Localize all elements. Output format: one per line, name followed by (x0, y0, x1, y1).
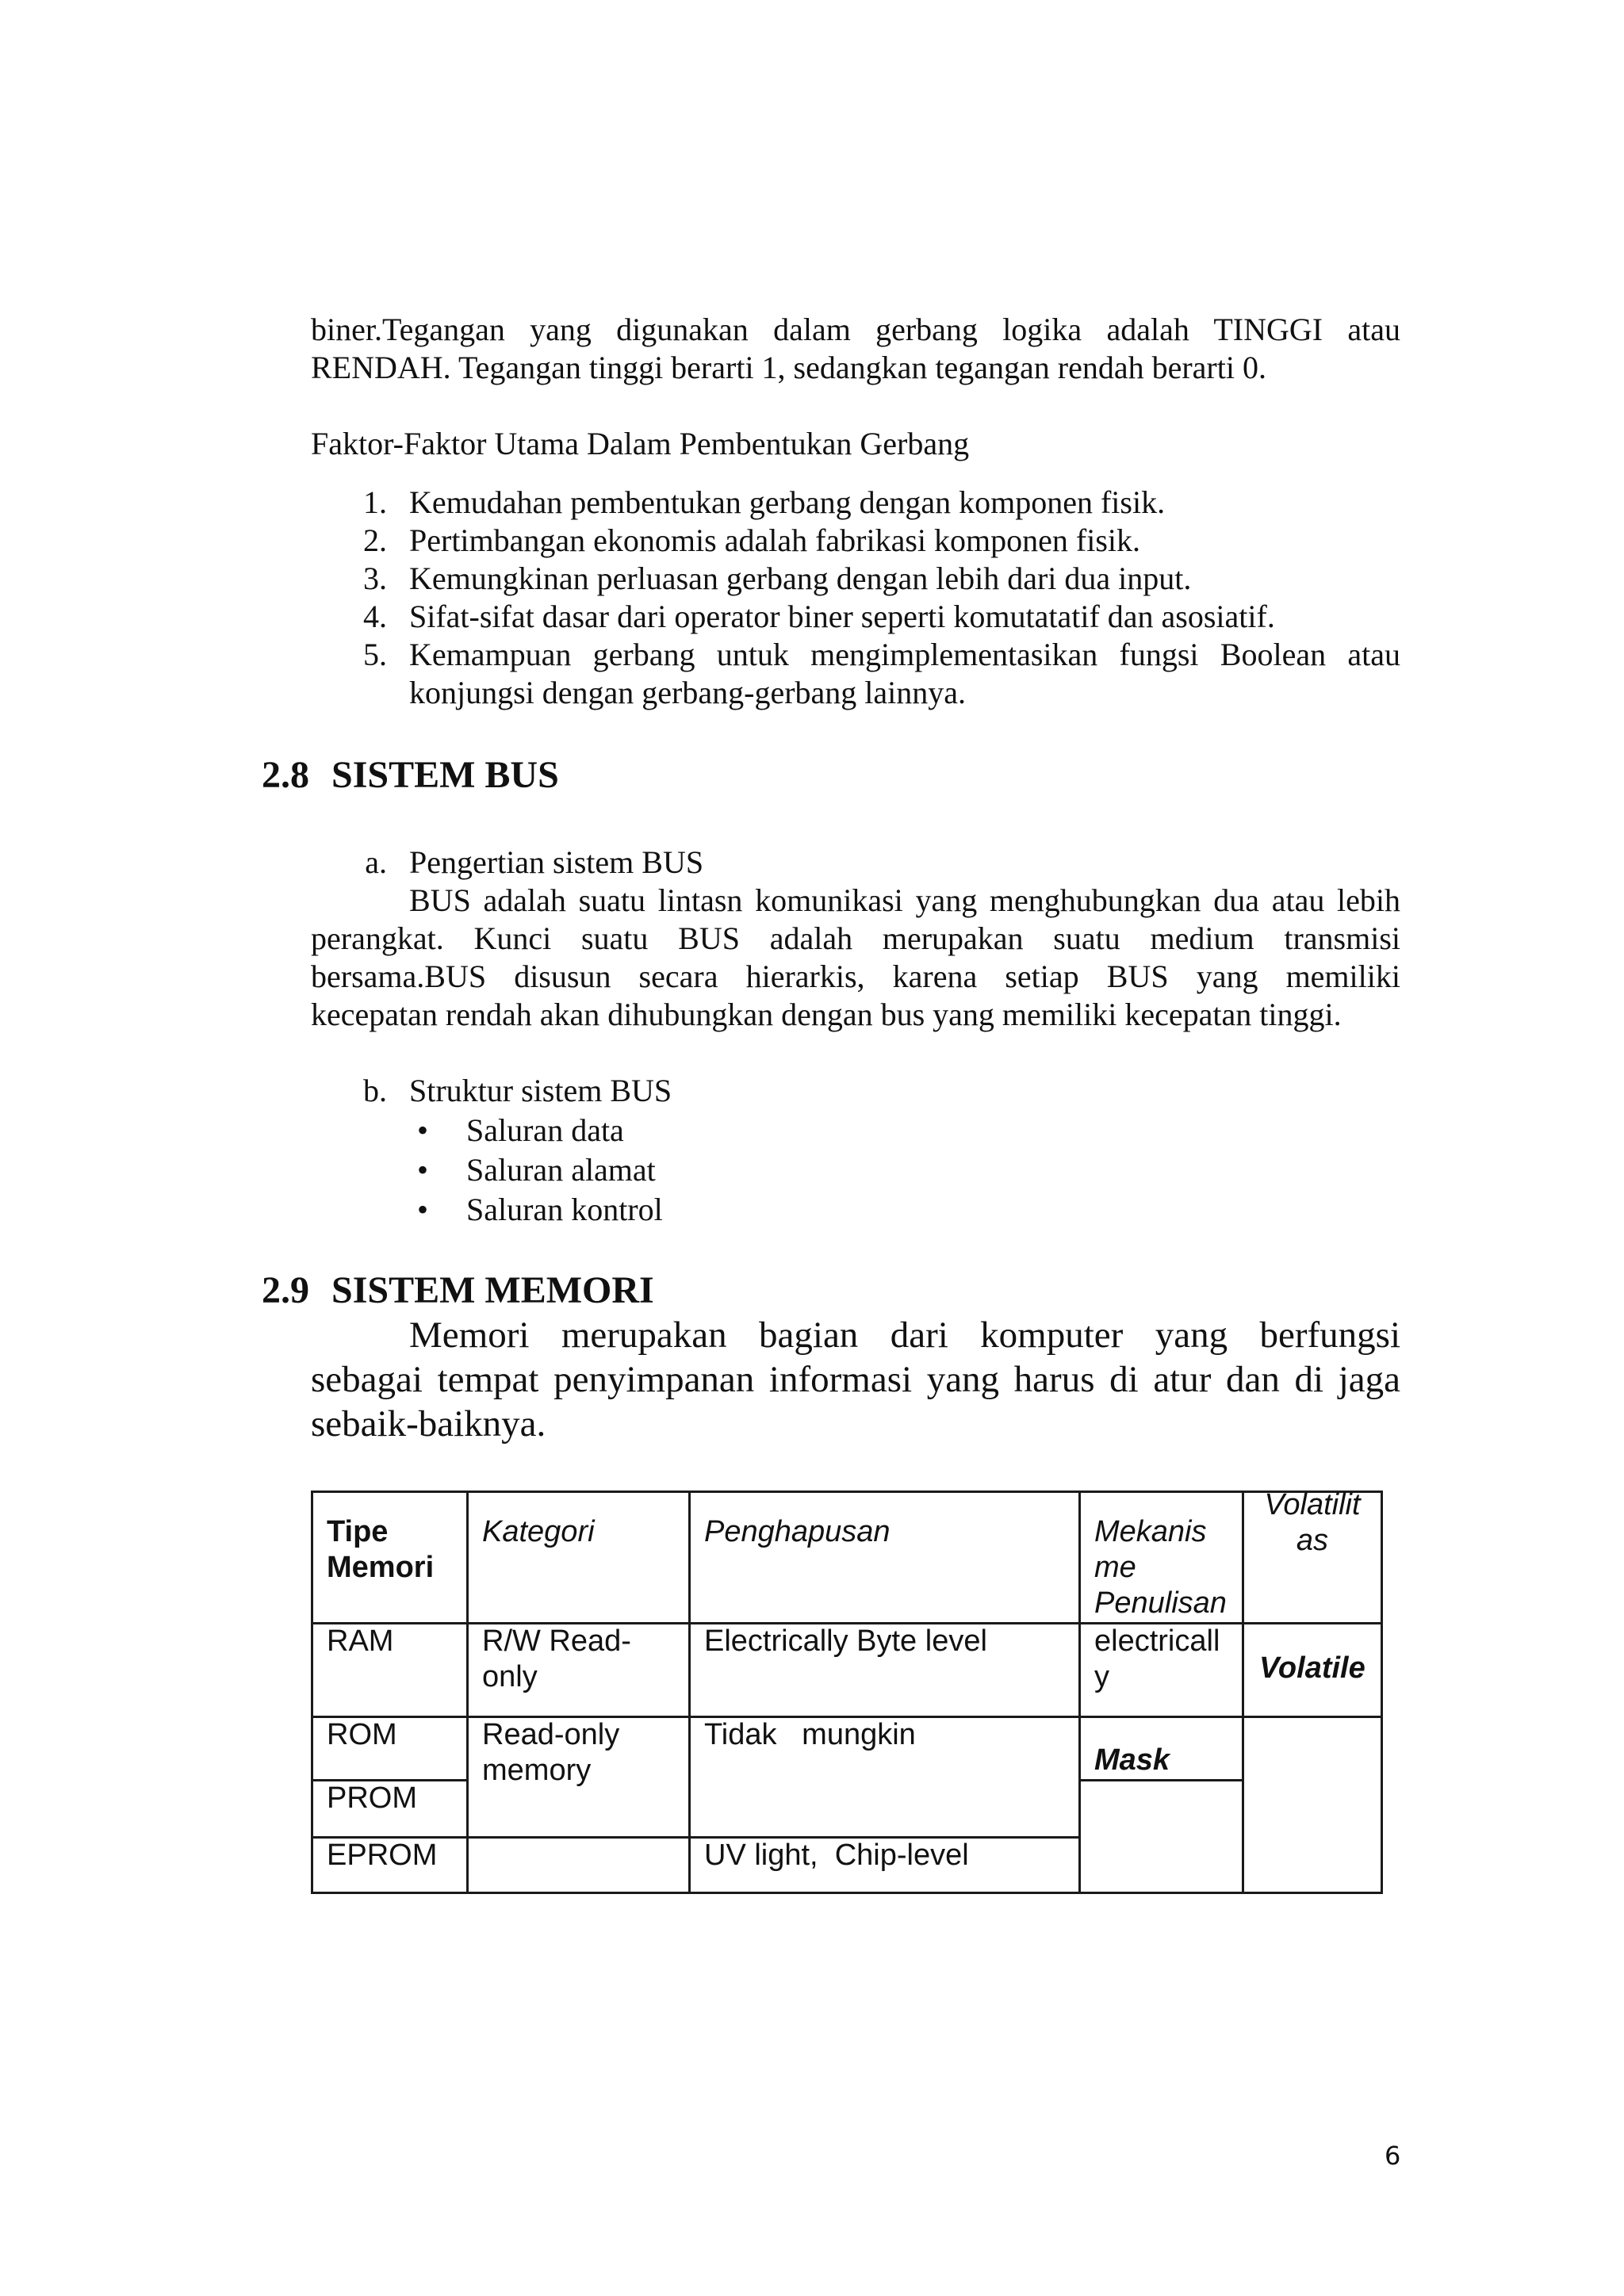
cell-text: memory (482, 1754, 592, 1787)
list-item: Kemungkinan perluasan gerbang dengan lebih dari dua input. (409, 561, 1192, 596)
table-border (311, 1892, 1383, 1894)
list-item: Saluran data (466, 1112, 624, 1148)
subsection-label-b: b. (363, 1073, 387, 1108)
factors-heading: Faktor-Faktor Utama Dalam Pembentukan Gerbang (311, 426, 970, 461)
table-cell-tipe: RAM (327, 1624, 394, 1658)
section-heading-memori (262, 1269, 654, 1313)
header-text: Mekanis (1094, 1515, 1207, 1548)
table-cell-kategori (482, 1624, 631, 1695)
list-item: Kemampuan gerbang untuk mengimplementasikan fungsi Boolean atau (409, 637, 1400, 672)
intro-line-2: RENDAH. Tegangan tinggi berarti 1, sedangkan tegangan rendah berarti 0. (311, 350, 1266, 385)
bus-paragraph-line-3: bersama.BUS disusun secara hierarkis, karena setiap BUS yang memiliki (311, 959, 1400, 994)
section-title: SISTEM MEMORI (331, 1269, 654, 1311)
table-cell-tipe: PROM (327, 1781, 417, 1815)
cell-text: y (1094, 1660, 1109, 1693)
section-title: SISTEM BUS (331, 754, 559, 796)
header-text: me (1094, 1551, 1136, 1584)
list-item-number: 5. (363, 637, 387, 672)
intro-line-1: biner.Tegangan yang digunakan dalam gerbang logika adalah TINGGI atau (311, 312, 1400, 347)
table-header-tipe (327, 1514, 434, 1586)
table-cell-penghapusan: Electrically Byte level (704, 1624, 987, 1658)
cell-text: Read-only (482, 1718, 620, 1751)
list-item: Sifat-sifat dasar dari operator biner seperti komutatatif dan asosiatif. (409, 599, 1275, 634)
list-item: Kemudahan pembentukan gerbang dengan komponen fisik. (409, 484, 1166, 520)
header-text: Penulisan (1094, 1586, 1227, 1620)
memori-paragraph-line-3: sebaik-baiknya. (311, 1403, 546, 1445)
header-text: as (1296, 1524, 1329, 1557)
memory-table (311, 1490, 1383, 1895)
table-header-penghapusan: Penghapusan (704, 1515, 891, 1548)
list-item-number: 2. (363, 522, 387, 558)
bullet-icon: • (417, 1152, 429, 1188)
table-border (311, 1490, 1383, 1493)
section-number: 2.9 (262, 1269, 309, 1311)
list-item-continuation: konjungsi dengan gerbang-gerbang lainnya. (409, 675, 967, 710)
table-header-kategori: Kategori (482, 1515, 595, 1548)
header-text: Memori (327, 1551, 435, 1584)
section-heading-bus (262, 753, 559, 798)
list-item-number: 1. (363, 484, 387, 520)
list-item: Saluran alamat (466, 1152, 656, 1188)
table-cell-mekanisme: Mask (1094, 1743, 1170, 1777)
header-text: Tipe (327, 1515, 389, 1548)
table-col-divider (1078, 1490, 1081, 1894)
subsection-title-a: Pengertian sistem BUS (409, 844, 704, 880)
table-border (1381, 1490, 1383, 1894)
table-cell-tipe: ROM (327, 1718, 397, 1751)
bus-paragraph-line-4: kecepatan rendah akan dihubungkan dengan bus yang memiliki kecepatan tinggi. (311, 997, 1342, 1032)
table-cell-kategori (482, 1717, 619, 1789)
cell-text: only (482, 1660, 538, 1693)
table-border (311, 1490, 313, 1894)
table-cell-volatilitas: Volatile (1259, 1651, 1365, 1685)
table-cell-penghapusan: Tidak mungkin (704, 1718, 916, 1751)
cell-text: R/W Read- (482, 1624, 631, 1658)
subsection-title-b: Struktur sistem BUS (409, 1073, 672, 1108)
table-row-divider (1078, 1779, 1242, 1781)
table-cell-tipe: EPROM (327, 1839, 438, 1872)
bus-paragraph-line-1: BUS adalah suatu lintasn komunikasi yang menghubungkan dua atau lebih (409, 882, 1400, 918)
table-cell-mekanisme (1094, 1624, 1220, 1695)
memori-paragraph-line-2: sebagai tempat penyimpanan informasi yang harus di atur dan di jaga (311, 1359, 1400, 1400)
list-item: Saluran kontrol (466, 1192, 663, 1227)
cell-text: electricall (1094, 1624, 1220, 1658)
table-header-mekanisme (1094, 1514, 1227, 1621)
table-cell-penghapusan: UV light, Chip-level (704, 1839, 969, 1872)
list-item: Pertimbangan ekonomis adalah fabrikasi komponen fisik. (409, 522, 1141, 558)
table-col-divider (688, 1490, 691, 1894)
bullet-icon: • (417, 1192, 429, 1227)
table-col-divider (466, 1490, 469, 1894)
table-header-volatilitas (1244, 1487, 1381, 1559)
list-item-number: 4. (363, 599, 387, 634)
memori-paragraph-line-1: Memori merupakan bagian dari komputer yang berfungsi (409, 1314, 1400, 1356)
page-number: 6 (1385, 2141, 1401, 2171)
bullet-icon: • (417, 1112, 429, 1148)
bus-paragraph-line-2: perangkat. Kunci suatu BUS adalah merupakan suatu medium transmisi (311, 920, 1400, 956)
section-number: 2.8 (262, 754, 309, 796)
subsection-label-a: a. (365, 844, 387, 880)
list-item-number: 3. (363, 561, 387, 596)
header-text: Volatilit (1264, 1488, 1361, 1521)
